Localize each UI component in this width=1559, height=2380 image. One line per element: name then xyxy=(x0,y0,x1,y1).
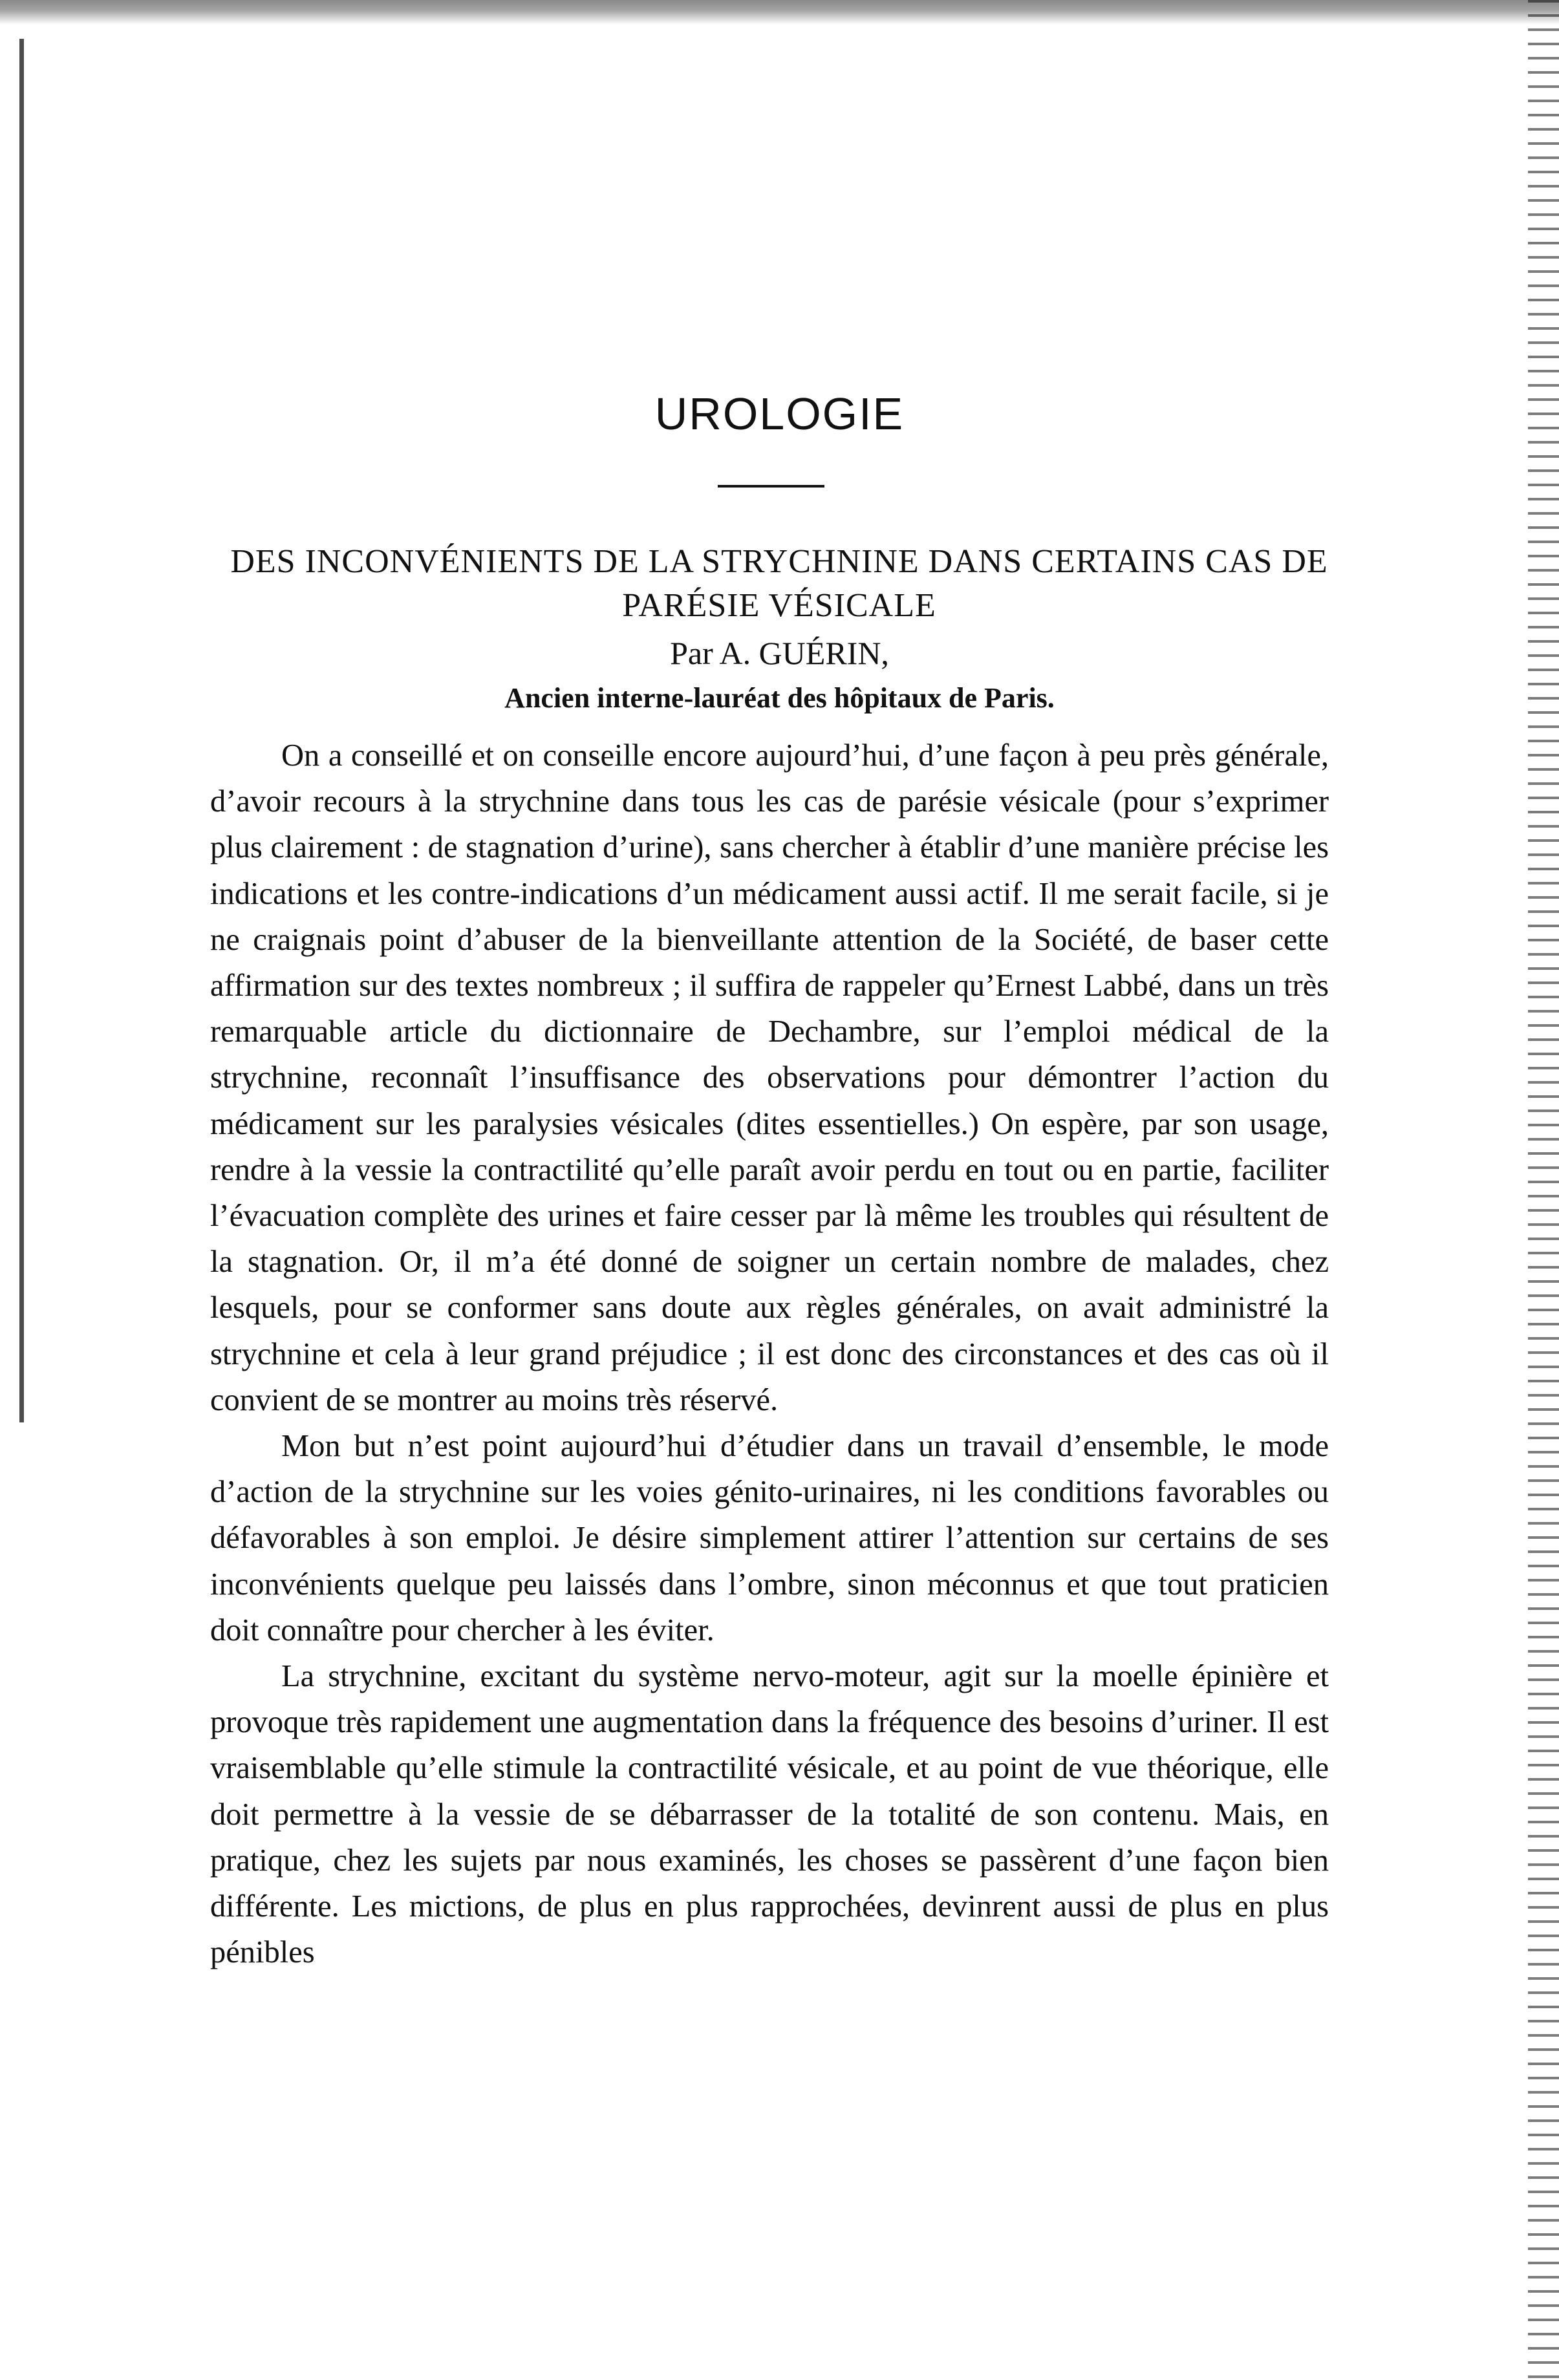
title-rule xyxy=(718,485,824,488)
paragraph-1: On a conseillé et on conseille encore aujourd’hui, d’une façon à peu près générale, d’avoir recours à la strychnine dans tous les cas de parésie vésicale (pour s’exprimer plus clairement : de stagnation d’urine), sans chercher à établir d’une manière précise les indications et les contre-indications d’un médicament aussi actif. Il me serait facile, si je ne craignais point d’abuser de la bienveillante attention de la Société, de baser cette affirmation sur des textes nombreux ; il suffira de rappeler qu’Ernest Labbé, dans un très remarquable article du dictionnaire de Dechambre, sur l’emploi médical de la strychnine, reconnaît l’insuffisance des observations pour démontrer l’action du médicament sur les paralysies vésicales (dites essentielles.) On espère, par son usage, rendre à la vessie la contractilité qu’elle paraît avoir perdu en tout ou en partie, faciliter l’évacuation complète des urines et faire cesser par là même les troubles qui résultent de la stagnation. Or, il m’a été donné de soigner un certain nombre de malades, chez lesquels, pour se conformer sans doute aux règles générales, on avait administré la strychnine et cela à leur grand préjudice ; il est donc des circonstances et des cas où il convient de se montrer au moins très réservé. xyxy=(210,738,1329,1417)
author-role: Ancien interne-lauréat des hôpitaux de Paris. xyxy=(504,682,1055,714)
paragraph-3: La strychnine, excitant du système nervo-moteur, agit sur la moelle épinière et provoque très rapidement une augmentation dans la fréquence des besoins d’uriner. Il est vraisemblable qu’elle stimule la contractilité vésicale, et au point de vue théorique, elle doit permettre à la vessie de se débarrasser de la totalité de son contenu. Mais, en pratique, chez les sujets par nous examinés, les choses se passèrent d’une façon bien différente. Les mictions, de plus en plus rapprochées, devinrent aussi de plus en plus pénibles xyxy=(210,1659,1329,1970)
section-title: UROLOGIE xyxy=(654,389,905,439)
scan-edge-top xyxy=(0,0,1559,25)
paragraph-2: Mon but n’est point aujourd’hui d’étudier dans un travail d’ensemble, le mode d’action de la strychnine sur les voies génito-urinaires, ni les conditions favorables ou défavorables à son emploi. Je désire simplement attirer l’attention sur certains de ses inconvénients quelque peu laissés dans l’ombre, sinon méconnus et que tout praticien doit connaître pour chercher à les éviter. xyxy=(210,1429,1329,1647)
scan-edge-right xyxy=(1528,0,1559,2380)
article-body xyxy=(210,733,1329,1975)
scan-edge-left xyxy=(19,39,24,1422)
article-title: DES INCONVÉNIENTS DE LA STRYCHNINE DANS CERTAINS CAS DE PARÉSIE VÉSICALE xyxy=(230,543,1328,624)
author-line: Par A. GUÉRIN, xyxy=(670,635,889,671)
